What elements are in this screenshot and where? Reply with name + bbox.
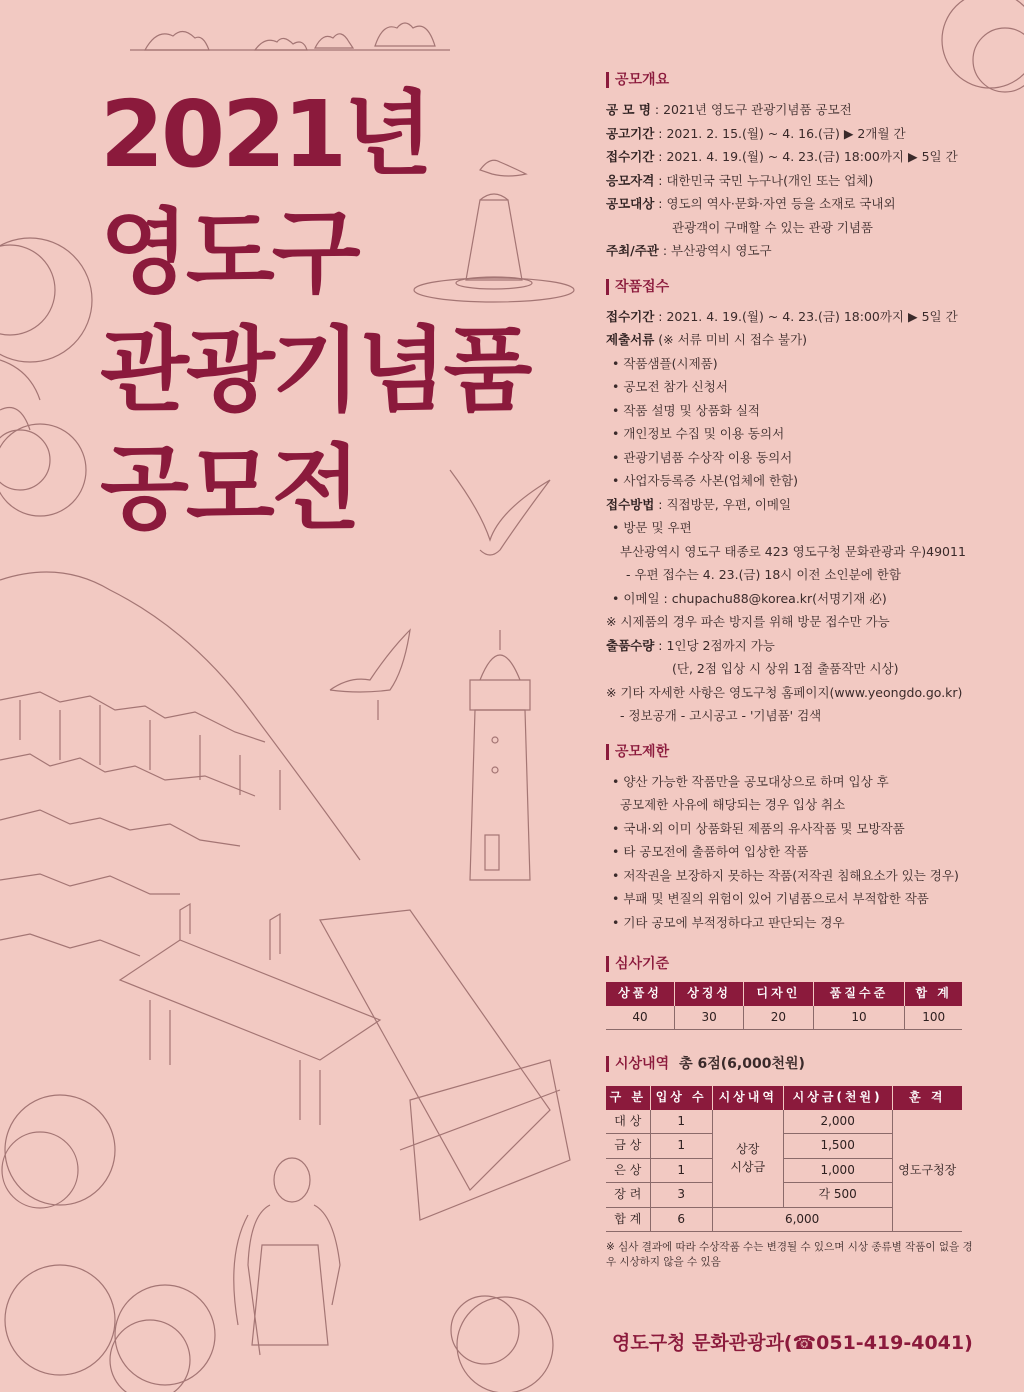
detail-path: - 정보공개 - 고시공고 - '기념품' 검색 bbox=[620, 708, 822, 723]
award-sum-count: 6 bbox=[650, 1207, 712, 1232]
detail-note: ※ 기타 자세한 사항은 영도구청 홈페이지(www.yeongdo.go.kr) bbox=[606, 684, 963, 700]
submission-qty: 출품수량 : 1인당 2점까지 가능 bbox=[606, 637, 775, 653]
award-honor: 영도구청장 bbox=[892, 1110, 962, 1232]
award-sum-label: 합 계 bbox=[606, 1207, 650, 1232]
award-amount: 2,000 bbox=[783, 1110, 892, 1134]
restriction-item: • 양산 가능한 작품만을 공모대상으로 하며 입상 후 bbox=[612, 773, 889, 789]
criteria-table bbox=[606, 982, 962, 1030]
section-heading-restrictions: 공모제한 bbox=[606, 744, 976, 760]
criteria-value-row bbox=[606, 1006, 962, 1030]
lighthouse-icon bbox=[470, 630, 530, 880]
doc-item: • 작품 설명 및 상품화 실적 bbox=[612, 402, 760, 418]
award-sum-amount: 6,000 bbox=[712, 1207, 892, 1232]
section-heading-submission: 작품접수 bbox=[606, 279, 976, 295]
restriction-item: • 타 공모전에 출품하여 입상한 작품 bbox=[612, 844, 809, 859]
award-amount: 각 500 bbox=[783, 1183, 892, 1208]
restriction-item: • 부패 및 변질의 위험이 있어 기념품으로서 부적합한 작품 bbox=[612, 891, 929, 906]
criteria-value: 10 bbox=[813, 1006, 905, 1030]
poster-title bbox=[100, 76, 580, 548]
restriction-item: • 기타 공모에 부적정하다고 판단되는 경우 bbox=[612, 914, 845, 930]
title-line-year: 2021년 bbox=[100, 81, 430, 188]
visit-item: • 방문 및 우편 bbox=[612, 520, 692, 535]
overview-row: 접수기간 : 2021. 4. 19.(월) ~ 4. 23.(금) 18:00까지 ▶ 5일 간 bbox=[606, 149, 958, 164]
submission-docs: 제출서류 (※ 서류 미비 시 접수 불가) bbox=[606, 332, 808, 347]
criteria-value: 100 bbox=[905, 1006, 962, 1030]
qty-note: (단, 2점 입상 시 상위 1점 출품작만 시상) bbox=[672, 661, 899, 676]
doc-item: • 작품샘플(시제품) bbox=[612, 355, 718, 371]
awards-total: 총 6점(6,000천원) bbox=[679, 1056, 805, 1072]
mail-note: - 우편 접수는 4. 23.(금) 18시 이전 소인분에 한함 bbox=[626, 567, 901, 582]
hillside-village-icon bbox=[0, 572, 360, 956]
haenyeo-figure-icon bbox=[234, 1158, 340, 1355]
info-column bbox=[606, 72, 976, 1270]
awards-header: 입상 수 bbox=[650, 1086, 712, 1110]
restrictions-list bbox=[606, 770, 976, 935]
awards-header: 훈 격 bbox=[892, 1086, 962, 1110]
awards-header-row bbox=[606, 1086, 962, 1110]
overview-row: 공 모 명 : 2021년 영도구 관광기념품 공모전 bbox=[606, 102, 852, 117]
award-grade: 은 상 bbox=[606, 1158, 650, 1183]
award-count: 3 bbox=[650, 1183, 712, 1208]
submission-method: 접수방법 : 직접방문, 우편, 이메일 bbox=[606, 496, 792, 512]
restriction-item: 공모제한 사유에 해당되는 경우 입상 취소 bbox=[620, 797, 846, 812]
overview-row: 응모자격 : 대한민국 국민 누구나(개인 또는 업체) bbox=[606, 172, 874, 188]
sample-note: ※ 시제품의 경우 파손 방지를 위해 방문 접수만 가능 bbox=[606, 614, 890, 629]
restriction-item: • 국내·외 이미 상품화된 제품의 유사작품 및 모방작품 bbox=[612, 820, 905, 836]
email-item: • 이메일 : chupachu88@korea.kr(서명기재 必) bbox=[612, 590, 887, 606]
doc-item: • 관광기념품 수상작 이용 동의서 bbox=[612, 449, 793, 465]
award-amount: 1,500 bbox=[783, 1134, 892, 1159]
restriction-item: • 저작권을 보장하지 못하는 작품(저작권 침해요소가 있는 경우) bbox=[612, 867, 959, 883]
bridge-icon bbox=[120, 904, 570, 1220]
criteria-header: 품질수준 bbox=[813, 982, 905, 1006]
criteria-header: 상품성 bbox=[606, 982, 675, 1006]
overview-row: 관광객이 구매할 수 있는 관광 기념품 bbox=[672, 219, 873, 235]
award-amount: 1,000 bbox=[783, 1158, 892, 1183]
title-line-district: 영도구 bbox=[100, 199, 358, 306]
section-heading-awards: 시상내역 총 6점(6,000천원) bbox=[606, 1056, 976, 1072]
submission-period: 접수기간 : 2021. 4. 19.(월) ~ 4. 23.(금) 18:00까지 ▶ 5일 간 bbox=[606, 308, 958, 324]
overview-list bbox=[606, 98, 976, 263]
criteria-value: 20 bbox=[744, 1006, 813, 1030]
criteria-value: 30 bbox=[675, 1006, 744, 1030]
criteria-header: 디자인 bbox=[744, 982, 813, 1006]
awards-header: 구 분 bbox=[606, 1086, 650, 1110]
address: 부산광역시 영도구 태종로 423 영도구청 문화관광과 우)49011 bbox=[620, 543, 966, 559]
awards-header: 시상내역 bbox=[712, 1086, 783, 1110]
awards-note: ※ 심사 결과에 따라 수상작품 수는 변경될 수 있으며 시상 종류별 작품이 없을 경우 시상하지 않을 수 있음 bbox=[606, 1241, 973, 1268]
overview-row: 주최/주관 : 부산광역시 영도구 bbox=[606, 243, 772, 258]
title-line-contest: 공모전 bbox=[100, 435, 358, 542]
submission-list bbox=[606, 305, 976, 728]
criteria-header-row bbox=[606, 982, 962, 1006]
award-row bbox=[606, 1110, 962, 1134]
overview-row: 공모대상 : 영도의 역사·문화·자연 등을 소재로 국내외 bbox=[606, 196, 896, 211]
section-heading-overview: 공모개요 bbox=[606, 72, 976, 88]
overview-row: 공고기간 : 2021. 2. 15.(월) ~ 4. 16.(금) ▶ 2개월 간 bbox=[606, 125, 906, 141]
criteria-value: 40 bbox=[606, 1006, 675, 1030]
doc-item: • 공모전 참가 신청서 bbox=[612, 379, 728, 394]
contact-line: 영도구청 문화관광과(☎051-419-4041) bbox=[612, 1332, 973, 1354]
doc-item: • 개인정보 수집 및 이용 동의서 bbox=[612, 426, 785, 441]
criteria-header: 합 계 bbox=[905, 982, 962, 1006]
awards-header: 시상금(천원) bbox=[783, 1086, 892, 1110]
award-grade: 대 상 bbox=[606, 1110, 650, 1134]
award-count: 1 bbox=[650, 1134, 712, 1159]
award-grade: 금 상 bbox=[606, 1134, 650, 1159]
criteria-header: 상징성 bbox=[675, 982, 744, 1006]
islands-icon bbox=[130, 23, 450, 50]
award-grade: 장 려 bbox=[606, 1183, 650, 1208]
title-line-souvenir: 관광기념품 bbox=[100, 317, 530, 424]
doc-item: • 사업자등록증 사본(업체에 한함) bbox=[612, 473, 799, 488]
award-count: 1 bbox=[650, 1110, 712, 1134]
section-heading-criteria: 심사기준 bbox=[606, 956, 976, 972]
awards-table bbox=[606, 1086, 962, 1232]
award-count: 1 bbox=[650, 1158, 712, 1183]
award-prize-type: 상장 시상금 bbox=[712, 1110, 783, 1208]
